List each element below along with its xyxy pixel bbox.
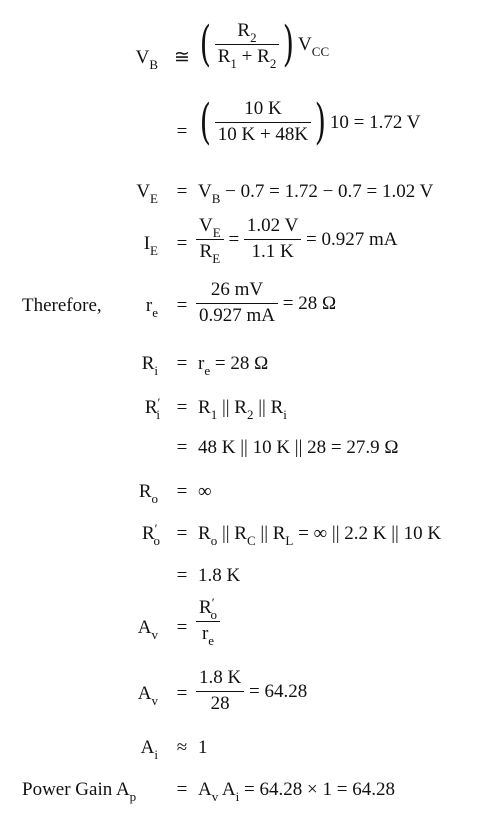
power-gain-label: Power Gain — [22, 779, 116, 800]
therefore-label: Therefore, — [22, 295, 102, 316]
fraction-r2-ratio: $\frac{R_2}{R_1 + R_2}$ — [215, 21, 280, 68]
approx-symbol: ≅ — [174, 47, 190, 68]
vb-lhs: V — [135, 47, 150, 68]
